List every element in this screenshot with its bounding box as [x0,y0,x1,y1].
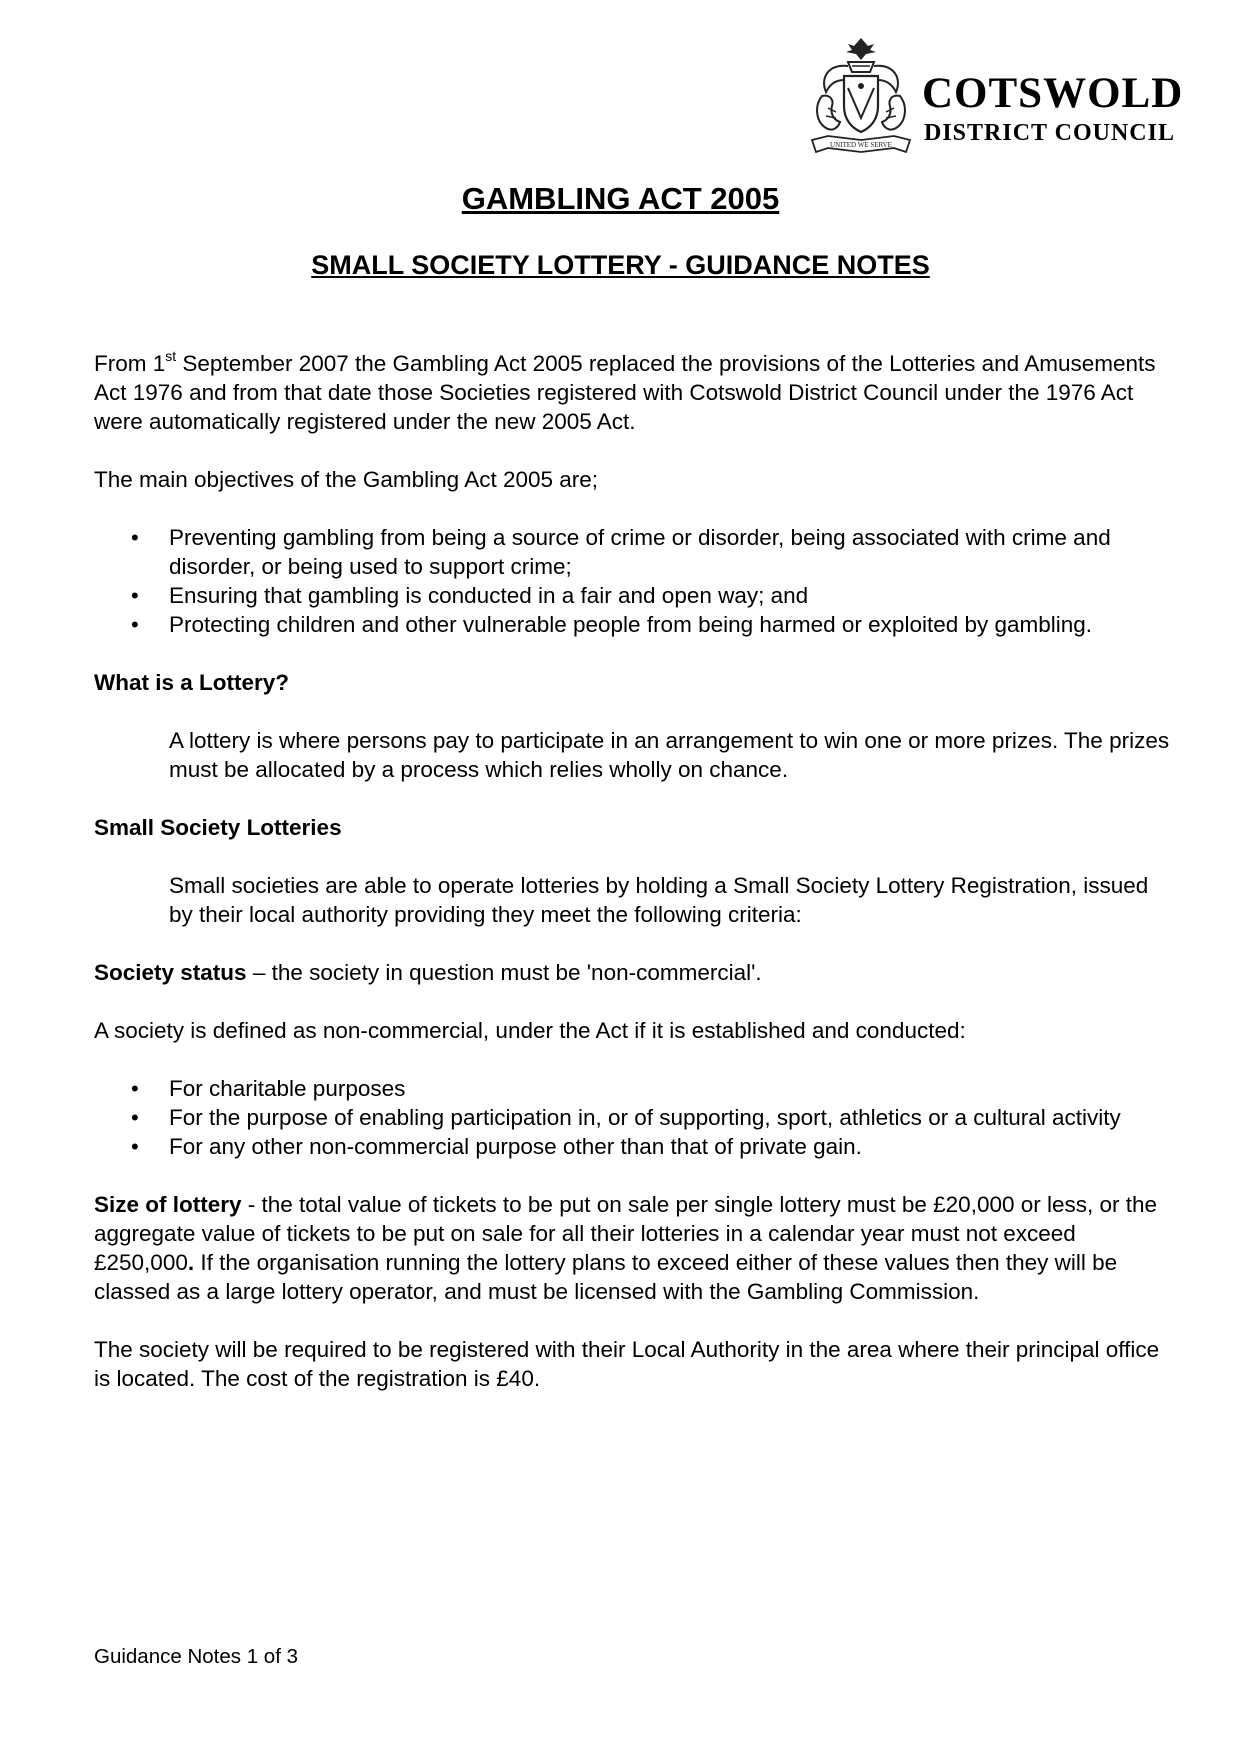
list-item: • For the purpose of enabling participation in, or of supporting, sport, athletics or a cultural activity [94,1103,1174,1132]
lottery-definition: A lottery is where persons pay to participate in an arrangement to win one or more prizes. The prizes must be allocated by a process which relies wholly on chance. [169,728,1170,782]
intro-paragraph: From 1st September 2007 the Gambling Act 2005 replaced the provisions of the Lotteries and Amusements Act 1976 and from that date those Societies registered with Cotswold District Council under the 1976 Act were automatically registered under the new 2005 Act. [94,347,1156,434]
document-subtitle: SMALL SOCIETY LOTTERY - GUIDANCE NOTES [311,250,930,280]
list-item: • For any other non-commercial purpose other than that of private gain. [94,1132,1174,1161]
purposes-list [94,1074,1174,1161]
size-of-lottery-paragraph: Size of lottery - the total value of tickets to be put on sale per single lottery must be £20,000 or less, or the aggregate value of tickets to be put on sale for all their lotteries in a calendar year must not exceed £250,000. If the organisation running the lottery plans to exceed either of these values then they will be classed as a large lottery operator, and must be licensed with the Gambling Commission. [94,1192,1158,1304]
small-society-text: Small societies are able to operate lotteries by holding a Small Society Lottery Registration, issued by their local authority providing they meet the following criteria: [169,873,1149,927]
list-item: • Preventing gambling from being a source of crime or disorder, being associated with crime and disorder, or being used to support crime; [94,523,1174,581]
document-title: GAMBLING ACT 2005 [461,181,780,216]
council-name: COTSWOLD [922,70,1184,117]
council-crest-icon [808,36,914,160]
section-heading-small-society: Small Society Lotteries [94,815,342,840]
section-heading-what-is-lottery: What is a Lottery? [94,670,290,695]
size-of-lottery-label: Size of lottery [94,1192,242,1217]
page-footer: Guidance Notes 1 of 3 [94,1645,298,1668]
society-status-paragraph: Society status – the society in question must be 'non-commercial'. [94,960,762,985]
society-status-label: Society status [94,960,247,985]
list-item: • For charitable purposes [94,1074,1174,1103]
non-commercial-intro: A society is defined as non-commercial, under the Act if it is established and conducted: [94,1018,966,1043]
objectives-intro: The main objectives of the Gambling Act 2005 are; [94,467,599,492]
registration-paragraph: The society will be required to be registered with their Local Authority in the area where their principal office is located. The cost of the registration is £40. [94,1337,1160,1391]
council-subname: DISTRICT COUNCIL [924,120,1175,146]
council-logo [808,36,1184,160]
svg-text:UNITED WE SERVE: UNITED WE SERVE [830,141,892,149]
objectives-list [94,523,1174,639]
document-body [94,349,1174,1393]
list-item: • Ensuring that gambling is conducted in a fair and open way; and [94,581,1174,610]
list-item: • Protecting children and other vulnerable people from being harmed or exploited by gambling. [94,610,1174,639]
